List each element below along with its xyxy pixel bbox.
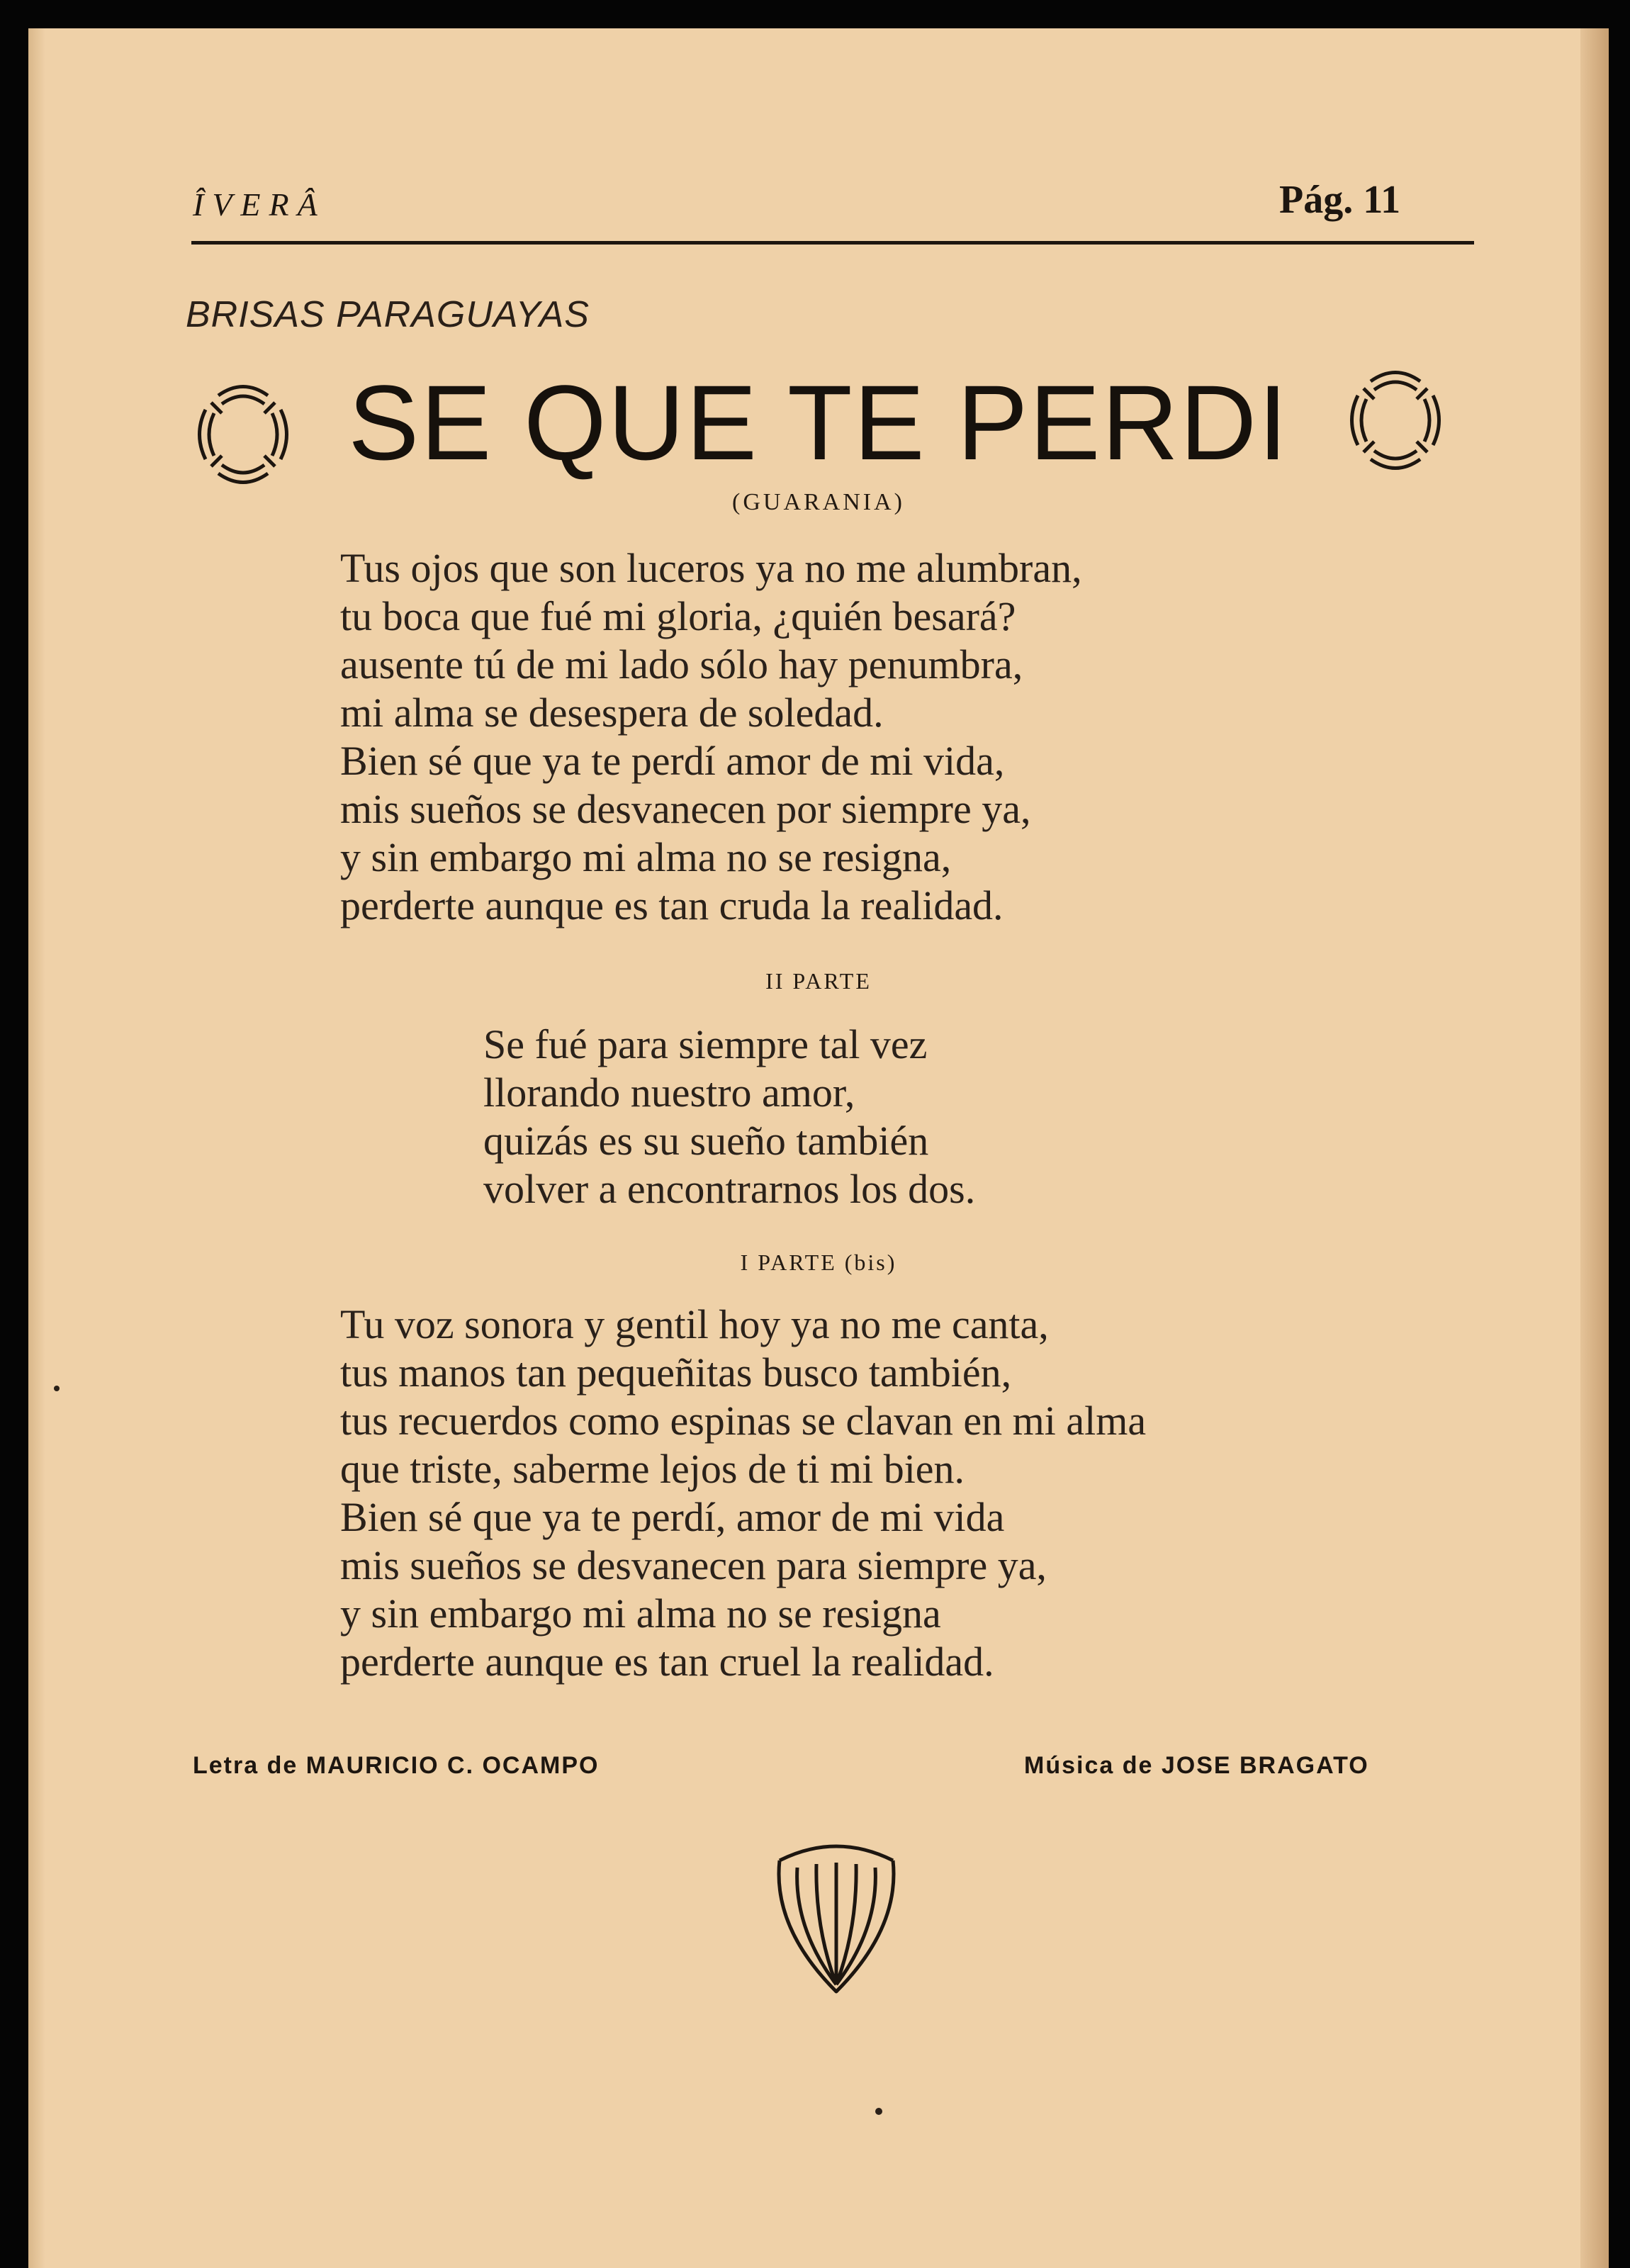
page-number: Pág. 11: [1279, 178, 1401, 222]
shell-ornament-icon: [765, 1836, 907, 1999]
verse-line: mis sueños se desvanecen para siempre ya,: [340, 1542, 1047, 1588]
stanza-2: [483, 1021, 975, 1213]
stanza-3: [340, 1301, 1146, 1686]
verse-line: mi alma se desespera de soledad.: [340, 690, 884, 736]
verse-line: ausente tú de mi lado sólo hay penumbra,: [340, 641, 1023, 687]
verse-line: Se fué para siempre tal vez: [483, 1021, 928, 1067]
lyrics-credit: Letra de MAURICIO C. OCAMPO: [193, 1752, 600, 1779]
part-3-label: I PARTE (bis): [740, 1250, 897, 1275]
running-header-title: ÎVERÂ: [193, 186, 326, 223]
verse-line: y sin embargo mi alma no se resigna: [340, 1590, 941, 1637]
music-credit: Música de JOSE BRAGATO: [1024, 1752, 1369, 1779]
section-title: BRISAS PARAGUAYAS: [186, 294, 590, 335]
header-rule: [191, 241, 1474, 245]
verse-line: y sin embargo mi alma no se resigna,: [340, 834, 952, 880]
song-title: SE QUE TE PERDI: [348, 363, 1289, 482]
verse-line: perderte aunque es tan cruel la realidad.: [340, 1639, 994, 1685]
verse-line: llorando nuestro amor,: [483, 1070, 855, 1116]
part-2-label: II PARTE: [765, 968, 872, 994]
verse-line: Bien sé que ya te perdí amor de mi vida,: [340, 738, 1005, 784]
speck: [875, 2108, 882, 2115]
verse-line: volver a encontrarnos los dos.: [483, 1166, 976, 1212]
verse-line: Tu voz sonora y gentil hoy ya no me canta,: [340, 1301, 1049, 1347]
verse-line: que triste, saberme lejos de ti mi bien.: [340, 1446, 965, 1492]
verse-line: Tus ojos que son luceros ya no me alumbran,: [340, 545, 1082, 591]
verse-line: tus recuerdos como espinas se clavan en mi alma: [340, 1398, 1147, 1444]
speck: [54, 1386, 60, 1391]
verse-line: tu boca que fué mi gloria, ¿quién besará?: [340, 593, 1016, 639]
verse-line: Bien sé que ya te perdí, amor de mi vida: [340, 1494, 1005, 1540]
song-genre: (GUARANIA): [732, 489, 905, 515]
book-page: [28, 28, 1609, 2268]
verse-line: tus manos tan pequeñitas busco también,: [340, 1349, 1012, 1396]
verse-line: mis sueños se desvanecen por siempre ya,: [340, 786, 1031, 832]
verse-line: quizás es su sueño también: [483, 1118, 929, 1164]
stanza-1: [340, 544, 1082, 930]
verse-line: perderte aunque es tan cruda la realidad.: [340, 882, 1004, 928]
